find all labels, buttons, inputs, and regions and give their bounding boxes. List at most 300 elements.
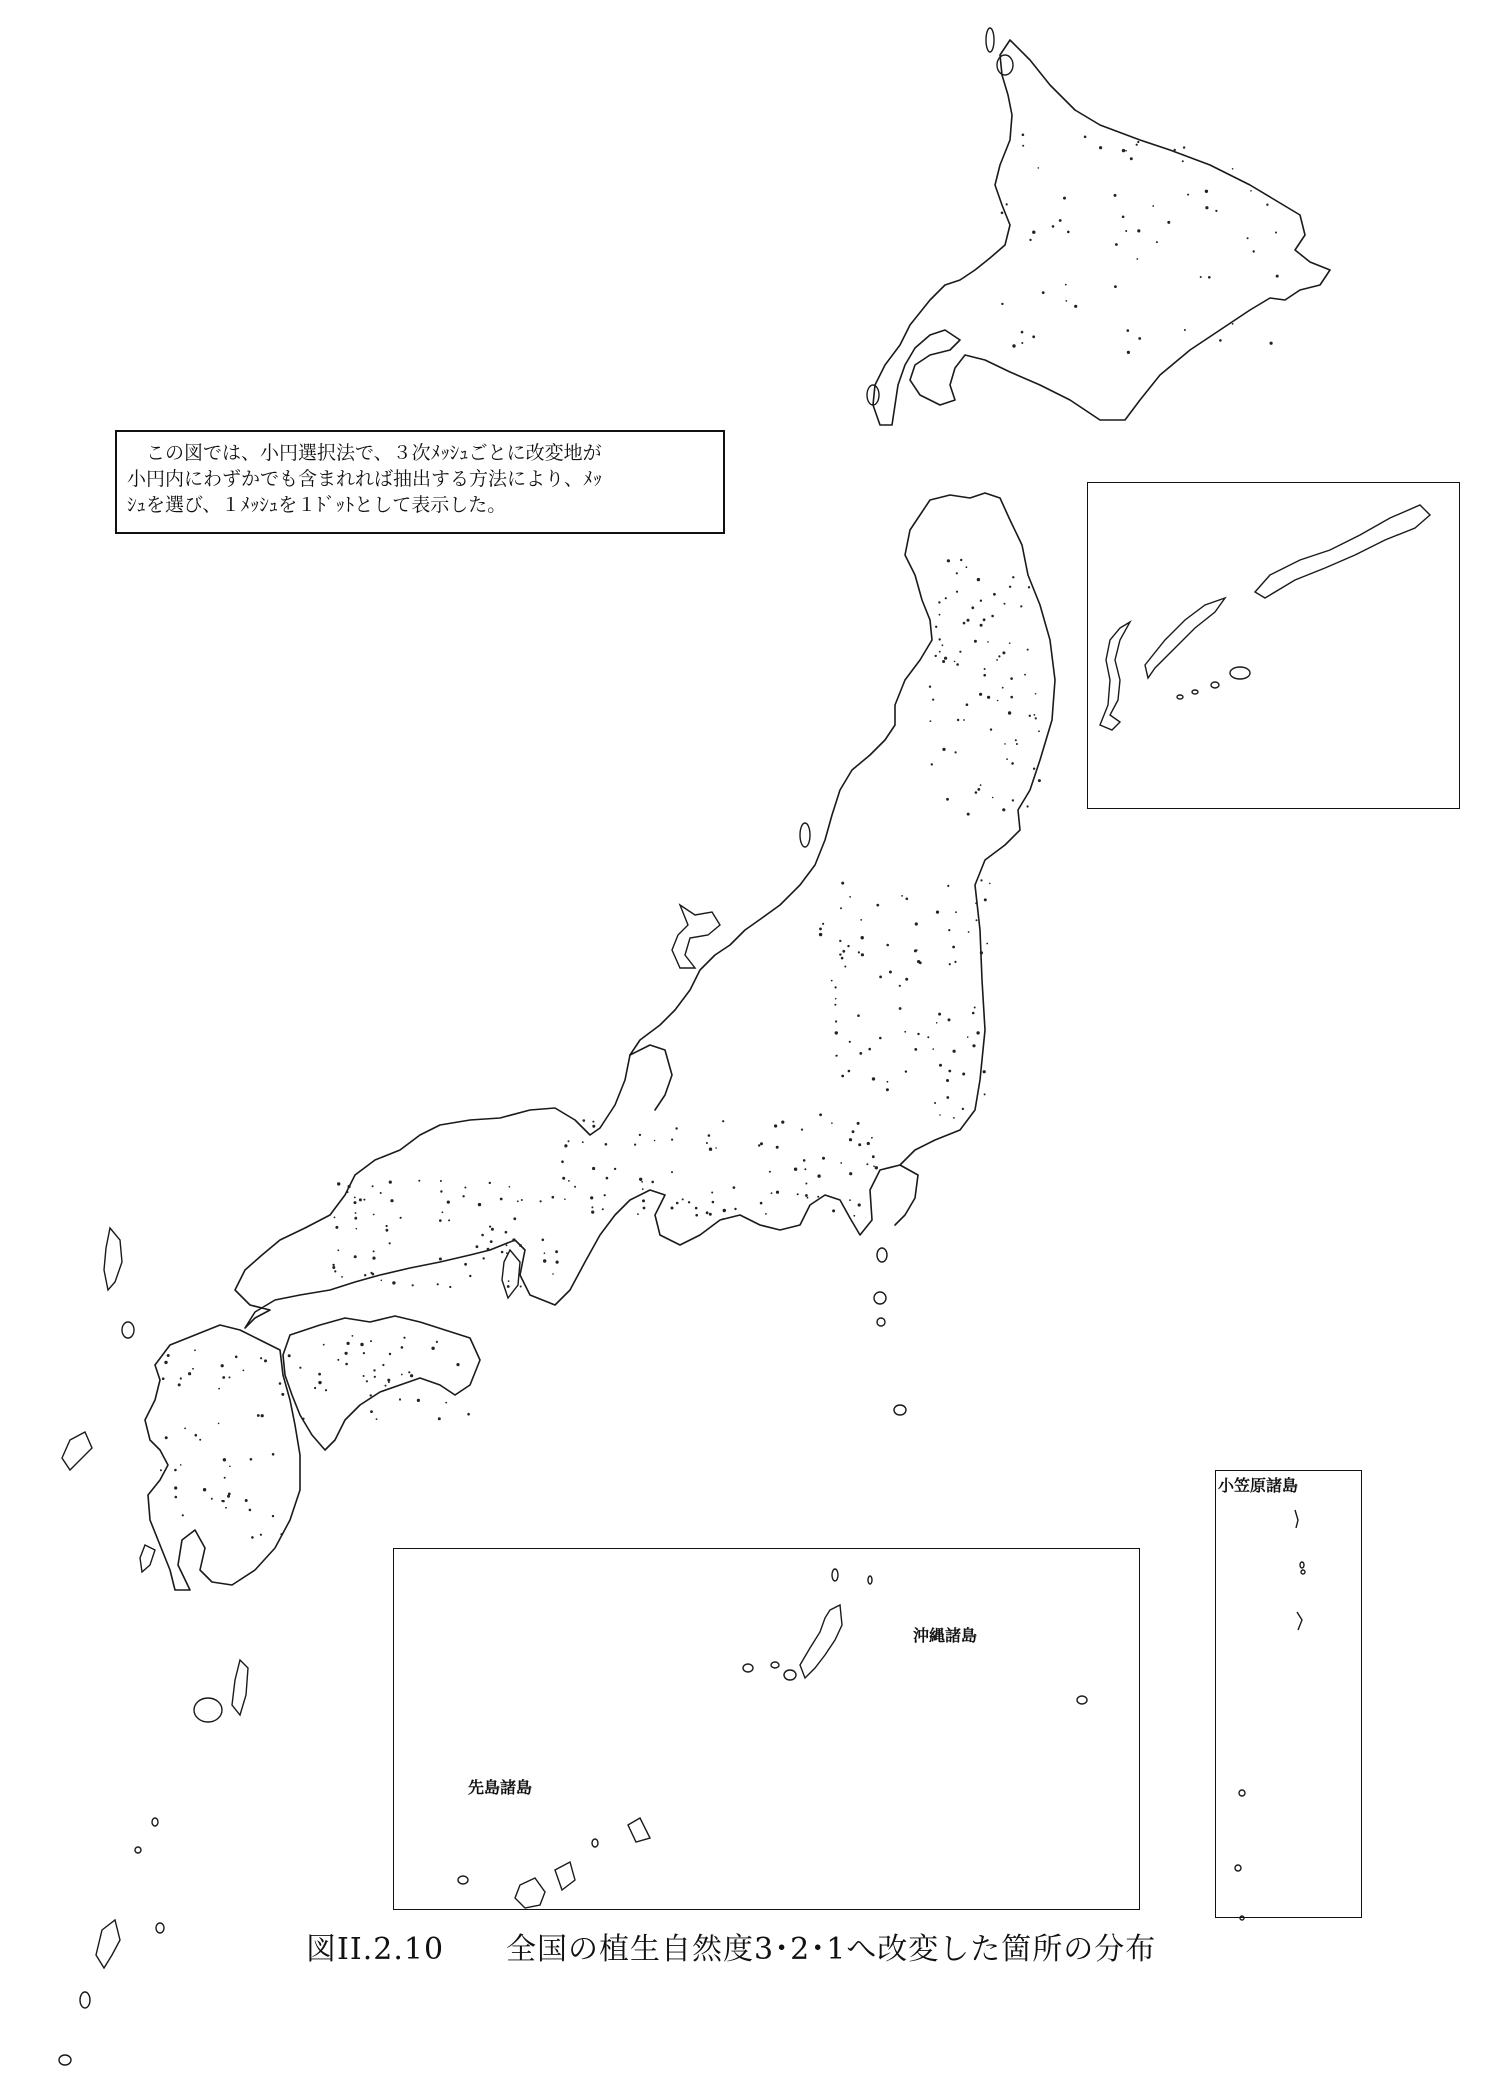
mesh-dot bbox=[592, 1167, 595, 1170]
mesh-dot bbox=[935, 655, 937, 657]
mesh-dot bbox=[1099, 146, 1102, 149]
mesh-dot bbox=[544, 1252, 546, 1254]
mesh-dot bbox=[174, 1486, 177, 1489]
mesh-dot bbox=[1020, 605, 1022, 607]
mesh-dot bbox=[962, 1073, 965, 1076]
mesh-dot bbox=[370, 1340, 372, 1342]
mesh-dot bbox=[555, 1250, 558, 1253]
mesh-dot bbox=[195, 1434, 198, 1437]
mesh-dot bbox=[332, 1264, 334, 1266]
mesh-dot bbox=[917, 960, 920, 963]
mesh-dot bbox=[841, 957, 844, 960]
mesh-dot bbox=[1266, 204, 1268, 206]
mesh-dot bbox=[1125, 150, 1127, 152]
mesh-dot bbox=[261, 1414, 264, 1417]
mesh-dot bbox=[836, 1055, 838, 1057]
mesh-dot bbox=[886, 1088, 889, 1091]
mesh-dot bbox=[167, 1354, 170, 1357]
okinawa-label: 沖縄諸島 bbox=[913, 1626, 978, 1645]
mesh-dot bbox=[561, 1160, 564, 1163]
mesh-dot bbox=[949, 963, 951, 965]
mesh-dot bbox=[831, 980, 833, 982]
small-isle-2 bbox=[135, 1847, 141, 1853]
mesh-dot bbox=[364, 1274, 366, 1276]
mesh-dot bbox=[966, 566, 968, 568]
mesh-dot bbox=[979, 693, 982, 696]
mesh-dot bbox=[323, 1344, 325, 1346]
mesh-dot bbox=[180, 1377, 182, 1379]
mesh-dot bbox=[1127, 351, 1130, 354]
mesh-dot bbox=[974, 640, 977, 643]
mesh-dot bbox=[218, 1423, 220, 1425]
mesh-dot bbox=[942, 660, 945, 663]
mesh-dot bbox=[388, 1381, 390, 1383]
mesh-dot bbox=[513, 1217, 516, 1220]
mesh-dot bbox=[1034, 714, 1036, 716]
mesh-dot bbox=[932, 1048, 934, 1050]
mesh-dot bbox=[335, 1226, 338, 1229]
mesh-dot bbox=[442, 1211, 444, 1213]
mesh-dot bbox=[1182, 160, 1184, 162]
mesh-dot bbox=[487, 1248, 490, 1251]
mesh-dot bbox=[953, 1117, 955, 1119]
mesh-dot bbox=[976, 1031, 979, 1034]
mesh-dot bbox=[905, 978, 908, 981]
mesh-dot bbox=[1275, 232, 1277, 234]
mesh-dot bbox=[1187, 194, 1189, 196]
mesh-dot bbox=[373, 1214, 375, 1216]
mesh-dot bbox=[1033, 768, 1035, 770]
mesh-dot bbox=[1032, 231, 1035, 234]
mesh-dot bbox=[403, 1337, 405, 1339]
mesh-dot bbox=[456, 1363, 459, 1366]
mesh-dot bbox=[1138, 337, 1141, 340]
mesh-dot bbox=[956, 591, 958, 593]
mesh-dot bbox=[968, 931, 970, 933]
mesh-dot bbox=[1059, 219, 1062, 222]
mesh-dot bbox=[568, 1140, 570, 1142]
mesh-dot bbox=[835, 986, 837, 988]
mesh-dot bbox=[225, 1507, 227, 1509]
mesh-dot bbox=[905, 1070, 907, 1072]
mesh-dot bbox=[447, 1201, 450, 1204]
mesh-dot bbox=[927, 1036, 929, 1038]
mesh-dot bbox=[975, 902, 977, 904]
mesh-dot bbox=[963, 719, 965, 721]
hokkaido-coastline bbox=[873, 40, 1330, 425]
mesh-dot bbox=[917, 1033, 919, 1035]
mesh-dot bbox=[929, 686, 931, 688]
mesh-dot bbox=[641, 1181, 643, 1183]
mesh-dot bbox=[218, 1388, 220, 1390]
awaji-island bbox=[502, 1250, 520, 1298]
mesh-dot bbox=[211, 1498, 213, 1500]
mesh-dot bbox=[977, 788, 980, 791]
mesh-dot bbox=[715, 1147, 717, 1149]
mesh-dot bbox=[774, 1124, 777, 1127]
tanegashima bbox=[232, 1660, 248, 1715]
mesh-dot bbox=[972, 1044, 975, 1047]
mesh-dot bbox=[875, 1166, 878, 1169]
mesh-dot bbox=[1065, 300, 1067, 302]
mesh-dot bbox=[519, 1244, 522, 1247]
mesh-dot bbox=[987, 641, 989, 643]
mesh-dot bbox=[481, 1234, 484, 1237]
mesh-dot bbox=[642, 1188, 644, 1190]
mesh-dot bbox=[977, 578, 980, 581]
mesh-dot bbox=[360, 1343, 363, 1346]
mesh-dot bbox=[980, 951, 983, 954]
mesh-dot bbox=[418, 1180, 420, 1182]
mesh-dot bbox=[366, 1380, 368, 1382]
mesh-dot bbox=[971, 606, 974, 609]
mesh-dot bbox=[1028, 586, 1030, 588]
mesh-dot bbox=[437, 1283, 439, 1285]
mesh-dot bbox=[272, 1515, 274, 1517]
mesh-dot bbox=[983, 618, 986, 621]
mesh-dot bbox=[980, 784, 982, 786]
mesh-dot bbox=[832, 1209, 835, 1212]
mesh-dot bbox=[688, 1201, 690, 1203]
mesh-dot bbox=[980, 879, 982, 881]
mesh-dot bbox=[164, 1361, 167, 1364]
mesh-dot bbox=[639, 1178, 642, 1181]
mesh-dot bbox=[634, 1144, 636, 1146]
mesh-dot bbox=[886, 944, 889, 947]
mesh-dot bbox=[614, 1168, 616, 1170]
mesh-dot bbox=[960, 559, 962, 561]
mesh-dot bbox=[948, 1018, 951, 1021]
okinawa-sakishima-inset-box bbox=[393, 1548, 1140, 1910]
mesh-dot bbox=[984, 1093, 986, 1095]
mesh-dot bbox=[695, 1207, 698, 1210]
mesh-dot bbox=[872, 1155, 875, 1158]
mesh-dot bbox=[939, 614, 941, 616]
mesh-dot bbox=[803, 1159, 806, 1162]
mesh-dot bbox=[734, 1208, 736, 1210]
mesh-dot bbox=[639, 1134, 641, 1136]
mesh-dot bbox=[1009, 586, 1011, 588]
mesh-dot bbox=[604, 1194, 606, 1196]
mesh-dot bbox=[1174, 149, 1176, 151]
mesh-dot bbox=[345, 1352, 348, 1355]
mesh-dot bbox=[936, 1022, 938, 1024]
mesh-dot bbox=[1184, 329, 1186, 331]
noto-peninsula bbox=[630, 1045, 672, 1110]
mesh-dot bbox=[916, 949, 918, 951]
mesh-dot bbox=[543, 1259, 546, 1262]
mesh-dot bbox=[781, 1121, 784, 1124]
mesh-dot bbox=[354, 1217, 357, 1220]
mesh-dot bbox=[805, 1194, 808, 1197]
mesh-dot bbox=[682, 1198, 684, 1200]
mesh-dot bbox=[387, 1379, 390, 1382]
mesh-dot bbox=[385, 1385, 387, 1387]
mesh-dot bbox=[223, 1458, 226, 1461]
mesh-dot bbox=[675, 1127, 677, 1129]
mesh-dot bbox=[235, 1356, 238, 1359]
mesh-dot bbox=[356, 1228, 358, 1230]
mesh-dot bbox=[637, 1213, 639, 1215]
mesh-dot bbox=[849, 896, 851, 898]
mesh-dot bbox=[1027, 649, 1029, 651]
mesh-dot bbox=[1208, 276, 1211, 279]
mesh-dot bbox=[325, 1389, 327, 1391]
mesh-dot bbox=[801, 1129, 803, 1131]
mesh-dot bbox=[651, 1181, 654, 1184]
mesh-dot bbox=[671, 1171, 673, 1173]
mesh-dot bbox=[1167, 221, 1170, 224]
mesh-dot bbox=[840, 907, 842, 909]
mesh-dot bbox=[1084, 136, 1087, 139]
mesh-dot bbox=[180, 1464, 182, 1466]
mesh-dot bbox=[1115, 243, 1118, 246]
mesh-dot bbox=[184, 1428, 186, 1430]
mesh-dot bbox=[939, 1114, 941, 1116]
mesh-dot bbox=[760, 1202, 763, 1205]
mesh-dot bbox=[188, 1372, 191, 1375]
mesh-dot bbox=[835, 1020, 837, 1022]
note-line-3: ｼｭを選び、１ﾒｯｼｭを１ﾄﾞｯﾄとして表示した。 bbox=[127, 494, 507, 516]
mesh-dot bbox=[382, 1364, 384, 1366]
note-line-1: この図では、小円選択法で、３次ﾒｯｼｭごとに改変地が bbox=[127, 442, 602, 464]
mesh-dot bbox=[722, 1218, 724, 1220]
mesh-dot bbox=[955, 751, 957, 753]
mesh-dot bbox=[439, 1219, 442, 1222]
mesh-dot bbox=[848, 1070, 851, 1073]
mesh-dot bbox=[1127, 329, 1130, 332]
mesh-dot bbox=[947, 885, 949, 887]
mesh-dot bbox=[858, 1203, 861, 1206]
mesh-dot bbox=[769, 1171, 771, 1173]
mesh-dot bbox=[776, 1146, 779, 1149]
mesh-dot bbox=[807, 1197, 809, 1199]
mesh-dot bbox=[1156, 241, 1158, 243]
mesh-dot bbox=[483, 1257, 485, 1259]
mesh-dot bbox=[879, 976, 882, 979]
mesh-dot bbox=[280, 1533, 282, 1535]
mesh-dot bbox=[1137, 229, 1140, 232]
mesh-dot bbox=[508, 1280, 510, 1282]
mesh-dot bbox=[976, 919, 978, 921]
ogasawara-inset-box bbox=[1215, 1470, 1362, 1918]
mesh-dot bbox=[376, 1418, 378, 1420]
mesh-dot bbox=[509, 1186, 511, 1188]
mesh-dot bbox=[938, 601, 940, 603]
mesh-dot bbox=[1253, 250, 1255, 252]
mesh-dot bbox=[334, 1217, 336, 1219]
mesh-dot bbox=[776, 1191, 779, 1194]
mesh-dot bbox=[489, 1182, 491, 1184]
mesh-dot bbox=[374, 1376, 376, 1378]
mesh-dot bbox=[512, 1238, 515, 1241]
mesh-dot bbox=[540, 1200, 542, 1202]
mesh-dot bbox=[245, 1499, 248, 1502]
mesh-dot bbox=[1074, 305, 1077, 308]
mesh-dot bbox=[489, 1226, 491, 1228]
mesh-dot bbox=[1021, 342, 1023, 344]
mesh-dot bbox=[1065, 284, 1067, 286]
note-line-2: 小円内にわずかでも含まれれば抽出する方法により、ﾒｯ bbox=[127, 468, 603, 490]
mesh-dot bbox=[955, 911, 957, 913]
mesh-dot bbox=[372, 1185, 374, 1187]
mesh-dot bbox=[389, 1181, 392, 1184]
izu-island-3 bbox=[877, 1318, 885, 1326]
mesh-dot bbox=[175, 1496, 178, 1499]
mesh-dot bbox=[448, 1219, 450, 1221]
mesh-dot bbox=[967, 813, 970, 816]
mesh-dot bbox=[1183, 146, 1185, 148]
mesh-dot bbox=[817, 1174, 820, 1177]
mesh-dot bbox=[436, 1341, 438, 1343]
mesh-dot bbox=[380, 1192, 382, 1194]
mesh-dot bbox=[1152, 205, 1154, 207]
mesh-dot bbox=[1114, 285, 1117, 288]
mesh-dot bbox=[794, 1168, 797, 1171]
mesh-dot bbox=[564, 1144, 567, 1147]
mesh-dot bbox=[676, 1202, 679, 1205]
mesh-dot bbox=[505, 1231, 508, 1234]
mesh-dot bbox=[1022, 134, 1025, 137]
mesh-dot bbox=[1015, 739, 1017, 741]
mesh-dot bbox=[345, 1363, 348, 1366]
mesh-dot bbox=[712, 1201, 715, 1204]
mesh-dot bbox=[354, 1255, 357, 1258]
mesh-dot bbox=[373, 1250, 375, 1252]
mesh-dot bbox=[412, 1284, 414, 1286]
mesh-dot bbox=[352, 1335, 354, 1337]
mesh-dot bbox=[857, 1014, 860, 1017]
mesh-dot bbox=[711, 1192, 713, 1194]
mesh-dot bbox=[939, 638, 941, 640]
mesh-dot bbox=[643, 1207, 646, 1210]
mesh-dot bbox=[401, 1346, 404, 1349]
mesh-dot bbox=[945, 597, 947, 599]
mesh-dot bbox=[517, 1200, 519, 1202]
mesh-dot bbox=[857, 1122, 860, 1125]
mesh-dot bbox=[386, 1225, 388, 1227]
yakushima bbox=[194, 1698, 222, 1722]
mesh-dot bbox=[986, 943, 988, 945]
mesh-dot bbox=[946, 1096, 949, 1099]
mesh-dot bbox=[224, 1477, 226, 1479]
mesh-dot bbox=[860, 919, 862, 921]
method-note bbox=[115, 430, 725, 534]
mesh-dot bbox=[410, 1374, 413, 1377]
mesh-dot bbox=[993, 593, 996, 596]
mesh-dot bbox=[318, 1381, 321, 1384]
mesh-dot bbox=[797, 1193, 799, 1195]
mesh-dot bbox=[859, 1052, 862, 1055]
mesh-dot bbox=[873, 1165, 875, 1167]
mesh-dot bbox=[1247, 237, 1249, 239]
mesh-dot bbox=[840, 1162, 842, 1164]
mesh-dot bbox=[904, 1031, 906, 1033]
mesh-dot bbox=[839, 953, 841, 955]
mesh-dot bbox=[1038, 730, 1040, 732]
mesh-dot bbox=[363, 1375, 365, 1377]
mesh-dot bbox=[1002, 808, 1005, 811]
mesh-dot bbox=[967, 619, 970, 622]
mesh-dot bbox=[574, 1186, 576, 1188]
mesh-dot bbox=[417, 1399, 420, 1402]
mesh-dot bbox=[165, 1436, 168, 1439]
mesh-dot bbox=[983, 674, 986, 677]
mesh-dot bbox=[1125, 230, 1127, 232]
mesh-dot bbox=[1038, 779, 1041, 782]
mesh-dot bbox=[1052, 225, 1055, 228]
mesh-dot bbox=[1270, 342, 1273, 345]
mesh-dot bbox=[431, 1347, 434, 1350]
mesh-dot bbox=[464, 1187, 466, 1189]
mesh-dot bbox=[288, 1354, 291, 1357]
mesh-dot bbox=[389, 1242, 391, 1244]
mesh-dot bbox=[440, 1180, 442, 1182]
mesh-dot bbox=[491, 1228, 494, 1231]
mesh-dot bbox=[983, 1070, 986, 1073]
mesh-dot bbox=[221, 1500, 223, 1502]
mesh-dot bbox=[706, 1142, 708, 1144]
mesh-dot bbox=[1029, 239, 1031, 241]
mesh-dot bbox=[758, 1144, 760, 1146]
kuril-inset-box bbox=[1087, 482, 1460, 809]
mesh-dot bbox=[1136, 258, 1138, 260]
mesh-dot bbox=[1042, 291, 1045, 294]
mesh-dot bbox=[182, 1514, 184, 1516]
mesh-dot bbox=[591, 1206, 593, 1208]
mesh-dot bbox=[642, 1199, 645, 1202]
mesh-dot bbox=[1130, 157, 1133, 160]
mesh-dot bbox=[194, 1349, 196, 1351]
mesh-dot bbox=[946, 798, 949, 801]
mesh-dot bbox=[401, 1374, 403, 1376]
mesh-dot bbox=[975, 791, 978, 794]
mesh-dot bbox=[879, 1037, 882, 1040]
mesh-dot bbox=[299, 1367, 301, 1369]
okinoerabu bbox=[59, 2055, 71, 2065]
mesh-dot bbox=[1205, 190, 1208, 193]
mesh-dot bbox=[562, 1177, 565, 1180]
mesh-dot bbox=[906, 898, 909, 901]
amami-oshima bbox=[96, 1920, 120, 1968]
mesh-dot bbox=[1002, 687, 1004, 689]
mesh-dot bbox=[192, 1368, 194, 1370]
mesh-dot bbox=[354, 1201, 357, 1204]
mesh-dot bbox=[260, 1534, 262, 1536]
mesh-dot bbox=[723, 1209, 726, 1212]
mesh-dot bbox=[819, 928, 822, 931]
mesh-dot bbox=[372, 1273, 375, 1276]
mesh-dot bbox=[867, 1142, 870, 1145]
mesh-dot bbox=[1027, 805, 1029, 807]
mesh-dot bbox=[583, 1119, 586, 1122]
mesh-dot bbox=[1200, 276, 1202, 278]
mesh-dot bbox=[363, 1199, 365, 1201]
mesh-dot bbox=[1205, 206, 1208, 209]
figure-caption: 図II.2.10 全国の植生自然度3･2･1へ改変した箇所の分布 bbox=[306, 1932, 1157, 1967]
mesh-dot bbox=[1024, 674, 1026, 676]
mesh-dot bbox=[849, 1138, 852, 1141]
mesh-dot bbox=[817, 1196, 819, 1198]
mesh-dot bbox=[847, 945, 849, 947]
mesh-dot bbox=[805, 1183, 807, 1185]
mesh-dot bbox=[347, 1191, 349, 1193]
mesh-dot bbox=[1016, 743, 1018, 745]
hachijo-island bbox=[894, 1405, 906, 1415]
mesh-dot bbox=[844, 966, 846, 968]
ogasawara-label: 小笠原諸島 bbox=[1218, 1476, 1299, 1495]
mesh-dot bbox=[1010, 677, 1013, 680]
